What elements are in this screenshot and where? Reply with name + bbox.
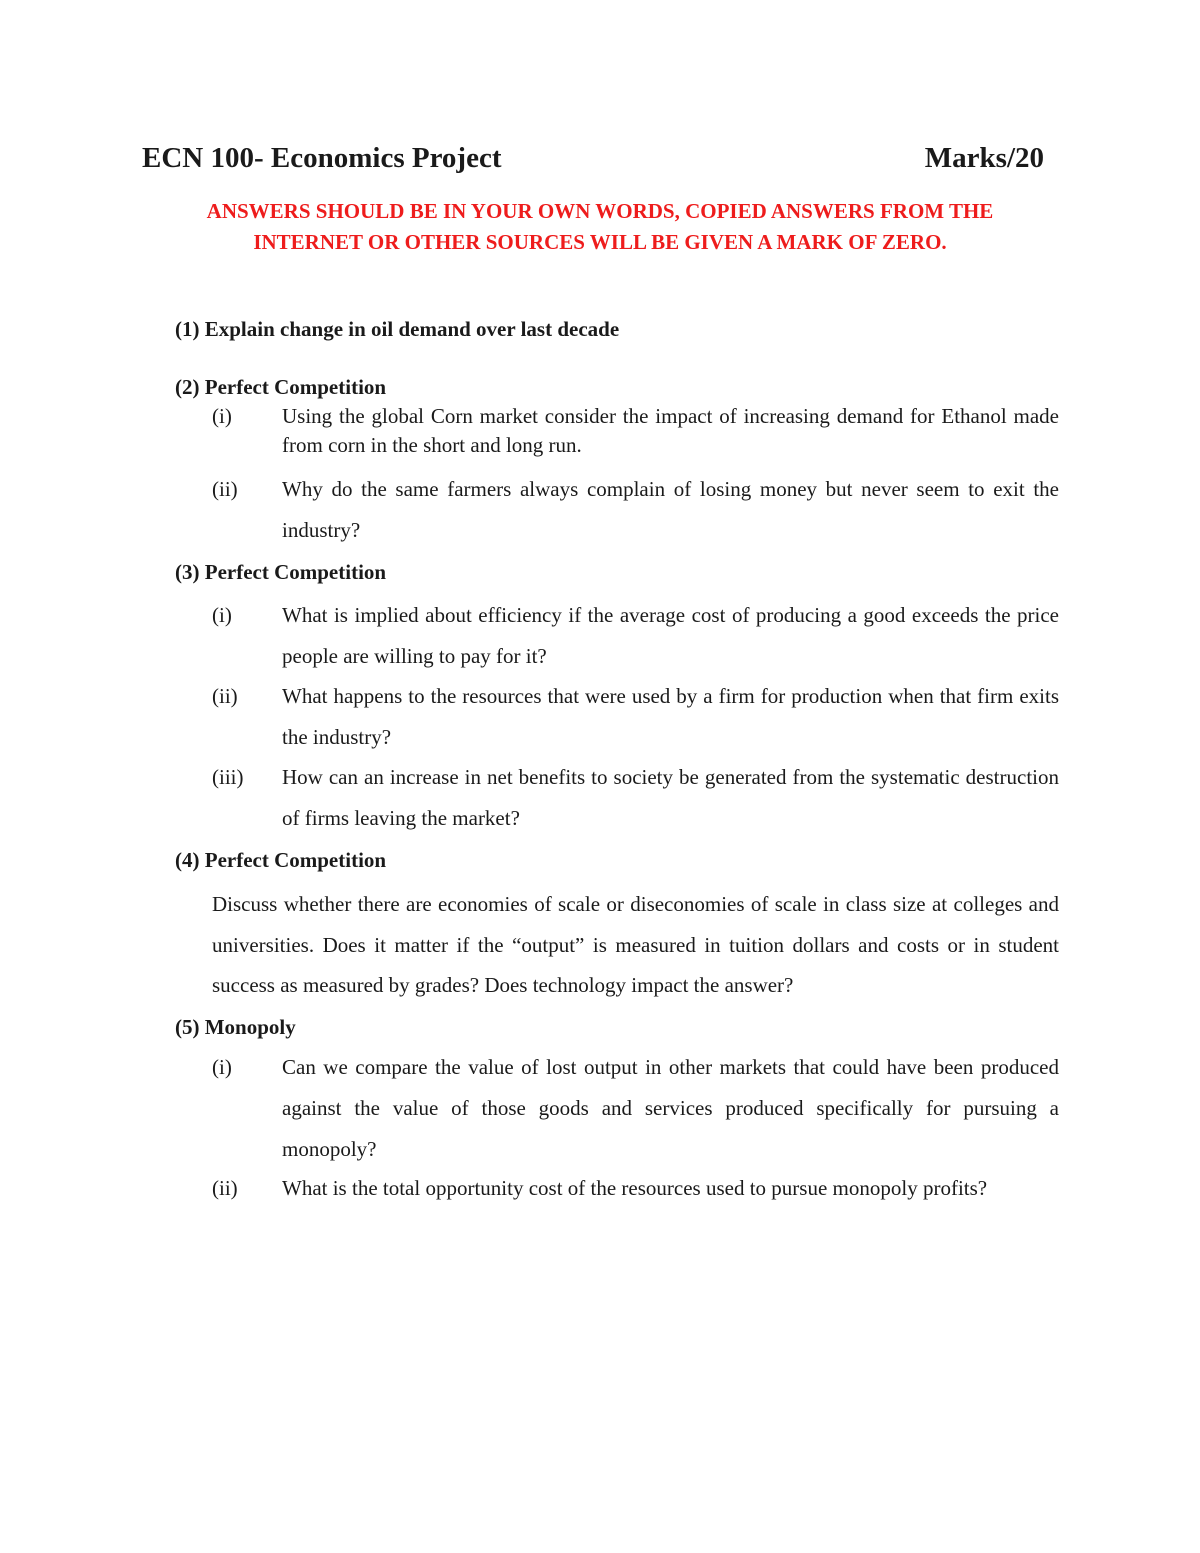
warning-line-2: INTERNET OR OTHER SOURCES WILL BE GIVEN A MARK OF ZERO.	[253, 230, 947, 254]
question-4-heading: (4) Perfect Competition	[175, 848, 387, 872]
item-number: (i)	[212, 1055, 232, 1079]
document-title: ECN 100- Economics Project	[142, 142, 502, 174]
item-text: What happens to the resources that were used by a firm for production when that firm exits the industry?	[282, 684, 1059, 749]
item-number: (ii)	[212, 1176, 238, 1200]
item-number: (ii)	[212, 684, 238, 708]
item-text: What is the total opportunity cost of the resources used to pursue monopoly profits?	[282, 1176, 988, 1200]
question-3-item	[212, 676, 1059, 758]
marks-label: Marks/20	[924, 142, 1044, 174]
question-3-item	[212, 757, 1059, 839]
question-3-item	[212, 595, 1059, 677]
question-2-item	[212, 469, 1059, 551]
question-2-item	[212, 402, 1059, 460]
item-text: How can an increase in net benefits to society be generated from the systematic destruction of firms leaving the market?	[282, 765, 1059, 830]
question-5-item	[212, 1047, 1059, 1170]
item-number: (ii)	[212, 477, 238, 501]
question-5-heading: (5) Monopoly	[175, 1015, 296, 1039]
question-1-heading: (1) Explain change in oil demand over last decade	[175, 317, 620, 341]
item-number: (i)	[212, 603, 232, 627]
question-5-item	[212, 1168, 1059, 1209]
question-4-paragraph: Discuss whether there are economies of scale or diseconomies of scale in class size at colleges and universities. Does it matter if the “output” is measured in tuition dollars and costs or in student success as measured by grades? Does technology impact the answer?	[212, 892, 1059, 997]
item-text: What is implied about efficiency if the average cost of producing a good exceeds the price people are willing to pay for it?	[282, 603, 1059, 668]
item-text: Using the global Corn market consider the impact of increasing demand for Ethanol made from corn in the short and long run.	[282, 404, 1059, 457]
item-number: (i)	[212, 404, 232, 428]
warning-line-1: ANSWERS SHOULD BE IN YOUR OWN WORDS, COPIED ANSWERS FROM THE	[206, 199, 994, 223]
item-text: Can we compare the value of lost output in other markets that could have been produced against the value of those goods and services produced specifically for pursuing a monopoly?	[282, 1055, 1059, 1161]
question-3-heading: (3) Perfect Competition	[175, 560, 387, 584]
question-2-heading: (2) Perfect Competition	[175, 375, 387, 399]
title-row	[142, 142, 1044, 182]
item-number: (iii)	[212, 765, 244, 789]
warning-notice	[140, 196, 1060, 258]
item-text: Why do the same farmers always complain of losing money but never seem to exit the industry?	[282, 477, 1059, 542]
